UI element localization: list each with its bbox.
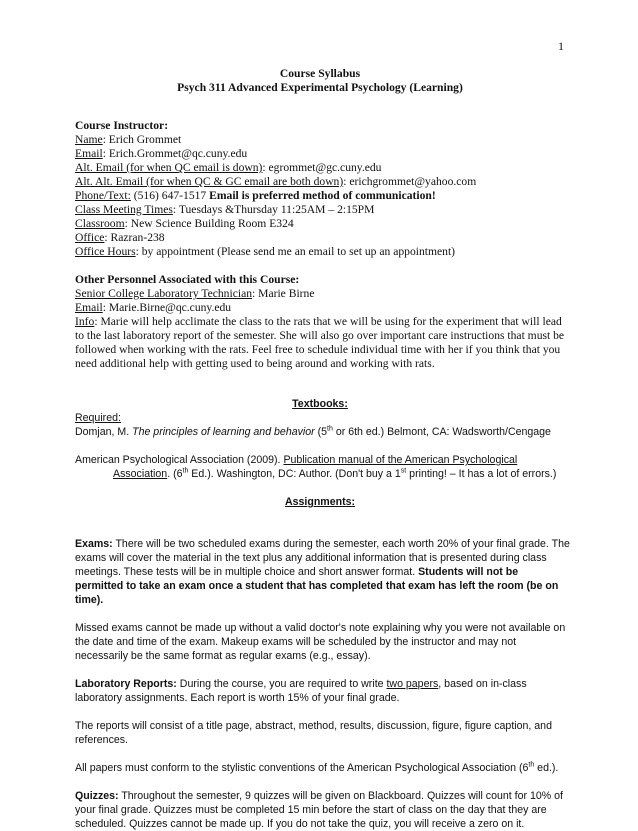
required-label: Required:: [75, 412, 121, 424]
tech-email-value: : Marie.Birne@qc.cuny.edu: [102, 301, 232, 314]
lab-technician: [75, 287, 565, 301]
office-value: : Razran-238: [104, 231, 165, 244]
lab-text: During the course, you are required to write: [176, 678, 387, 690]
book2-author: American Psychological Association (2009).: [75, 454, 284, 466]
instructor-alt-email: [75, 161, 565, 175]
exams-line: There will be two scheduled exams during the semester, each worth 20% of your final grade. The: [112, 538, 570, 550]
quiz-line: your final grade. Quizzes must be completed 15 min before the start of class on the day that they are: [75, 804, 547, 816]
document-body: [75, 67, 570, 831]
apa-line: [75, 761, 565, 775]
email-value: : Erich.Grommet@qc.cuny.edu: [102, 147, 248, 160]
exams-policy-line: permitted to take an exam once a student that has completed that exam has left the room (be on: [75, 580, 559, 592]
tech-label: Senior College Laboratory Technician: [75, 287, 253, 300]
lab-text-end: , based on in-class: [438, 678, 527, 690]
classroom: [75, 217, 565, 231]
phone-label: Phone/Text:: [75, 189, 131, 202]
quiz-line: scheduled. Quizzes cannot be made up. If you do not take the quiz, you will receive a zero on it.: [75, 818, 525, 830]
apa-text-end: ed.).: [534, 762, 559, 774]
tech-email-label: Email: [75, 301, 103, 314]
personnel-section: [75, 273, 565, 371]
personnel-heading: Other Personnel Associated with this Course:: [75, 273, 300, 286]
lab-label: Laboratory Reports:: [75, 678, 177, 690]
book1-author: Domjan, M.: [75, 426, 133, 438]
meeting-label: Class Meeting Times: [75, 203, 173, 216]
hours-label: Office Hours: [75, 245, 136, 258]
instructor-phone: [75, 189, 565, 203]
info-line: need additional help with getting used to being around and working with rats.: [75, 357, 435, 370]
info-line: : Marie will help acclimate the class to the rats that we will be using for the experiment that will lead: [94, 315, 562, 328]
exams-line: meetings. These tests will be in multiple choice and short answer format.: [75, 566, 419, 578]
document-title: Course Syllabus: [279, 67, 361, 80]
phone-value: (516) 647-1517: [130, 189, 210, 202]
info-line: followed when working with the rats. Feel free to schedule individual time with her if you think that you: [75, 343, 561, 356]
missed-line: the date and time of the exam. Makeup exams will be scheduled by the instructor and may not: [75, 636, 517, 648]
book2-title: Publication manual of the American Psychological: [283, 454, 518, 466]
alt-alt-email-value: : erichgrommet@yahoo.com: [343, 175, 477, 188]
phone-note: Email is preferred method of communication!: [209, 189, 436, 202]
exams-label: Exams:: [75, 538, 113, 550]
book2-printing-sup: st: [400, 467, 407, 475]
quiz-label: Quizzes:: [75, 790, 119, 802]
textbook-domjan: [75, 425, 565, 439]
class-meeting-times: [75, 203, 565, 217]
classroom-label: Classroom: [75, 217, 125, 230]
book2-edition: . (6: [167, 468, 183, 480]
office-hours: [75, 245, 565, 259]
office: [75, 231, 565, 245]
book1-title: The principles of learning and behavior: [132, 426, 315, 438]
quiz-line: Throughout the semester, 9 quizzes will be given on Blackboard. Quizzes will count for 10% of: [118, 790, 563, 802]
alt-alt-email-label: Alt. Alt. Email (for when QC & GC email are both down): [75, 175, 344, 188]
missed-line: necessarily be the same format as regular exams (e.g., essay).: [75, 650, 371, 662]
missed-line: Missed exams cannot be made up without a valid doctor's note explaining why you were not available on: [75, 622, 566, 634]
lab-line-2: laboratory assignments. Each report is worth 15% of your final grade.: [75, 692, 400, 704]
document-subtitle: Psych 311 Advanced Experimental Psychology (Learning): [177, 81, 463, 94]
alt-email-label: Alt. Email (for when QC email is down): [75, 161, 263, 174]
office-label: Office: [75, 231, 105, 244]
book2-edition-sup: th: [182, 467, 189, 475]
exams-line-3: [75, 565, 565, 579]
instructor-heading: Course Instructor:: [75, 119, 169, 132]
name-label: Name: [75, 133, 103, 146]
instructor-email: [75, 147, 565, 161]
email-label: Email: [75, 147, 103, 160]
lab-two-papers: two papers: [386, 678, 439, 690]
technician-info: [75, 315, 565, 329]
reports-line: references.: [75, 734, 128, 746]
book1-edition: (5: [314, 426, 328, 438]
alt-email-value: : egrommet@gc.cuny.edu: [262, 161, 382, 174]
exams-policy-end: time).: [75, 594, 104, 606]
exams-paragraph: [75, 537, 570, 551]
instructor-name: [75, 133, 565, 147]
meeting-value: : Tuesdays &Thursday 11:25AM – 2:15PM: [172, 203, 375, 216]
exams-policy: Students will not be: [418, 566, 519, 578]
info-line: to the last laboratory report of the semester. She will also go over important care instructions that must be: [75, 329, 565, 342]
assignments-heading: Assignments:: [284, 496, 356, 508]
instructor-section: [75, 119, 565, 259]
name-value: : Erich Grommet: [102, 133, 182, 146]
quizzes-paragraph: [75, 789, 565, 803]
technician-email: [75, 301, 565, 315]
tech-value: : Marie Birne: [252, 287, 315, 300]
book2-note: printing! – It has a lot of errors.): [406, 468, 557, 480]
apa-sup: th: [528, 761, 535, 769]
reports-line: The reports will consist of a title page, abstract, method, results, discussion, figure, figure caption, and: [75, 720, 552, 732]
lab-reports-paragraph: [75, 677, 565, 691]
textbooks-section: [75, 397, 570, 831]
info-label: Info: [75, 315, 95, 328]
textbook-apa-cont: [75, 467, 565, 481]
page-number: 1: [558, 39, 564, 53]
book1-edition-sup: th: [327, 425, 333, 433]
book2-title-cont: Association: [113, 468, 168, 480]
hours-value: : by appointment (Please send me an email to set up an appointment): [135, 245, 456, 258]
instructor-alt-alt-email: [75, 175, 565, 189]
textbooks-heading: Textbooks:: [292, 398, 348, 410]
textbook-apa: [75, 453, 565, 467]
exams-line: exams will cover the material in the text plus any additional information that is presented during class: [75, 552, 547, 564]
classroom-value: : New Science Building Room E324: [124, 217, 294, 230]
apa-text: All papers must conform to the stylistic conventions of the American Psychological Association (6: [75, 762, 529, 774]
book2-publisher: Ed.). Washington, DC: Author. (Don't buy a 1: [188, 468, 401, 480]
book1-publisher: or 6th ed.) Belmont, CA: Wadsworth/Cengage: [332, 426, 551, 438]
